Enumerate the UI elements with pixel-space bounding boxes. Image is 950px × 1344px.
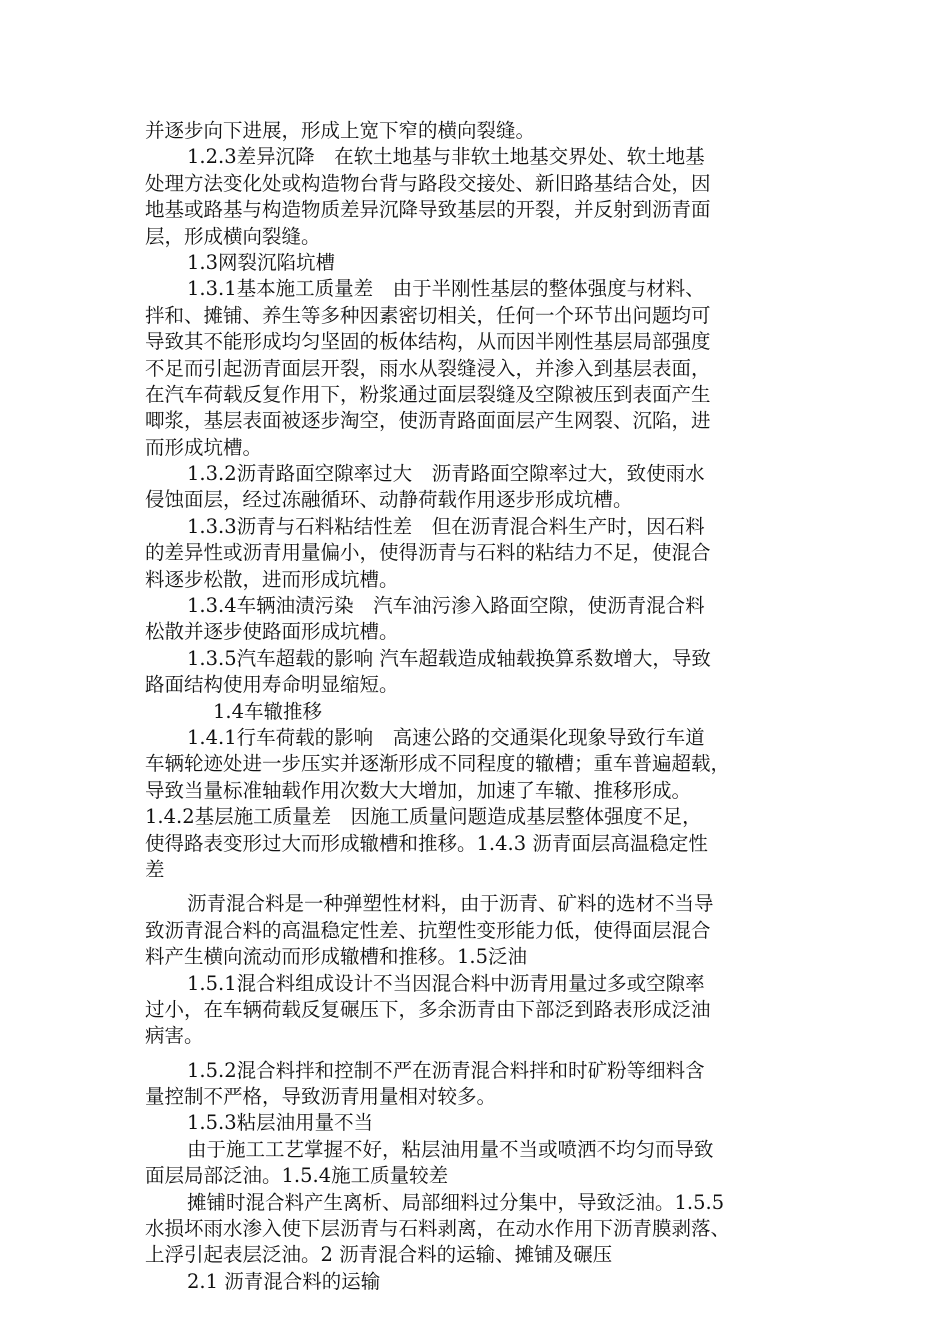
text-line: 路面结构使用寿命明显缩短。 (145, 673, 399, 697)
paragraph-asphalt-mixture: 沥青混合料是一种弹塑性材料，由于沥青、矿料的选材不当导 (187, 892, 714, 916)
text-line: 使得路表变形过大而形成辙槽和推移。1.4.3 沥青面层高温稳定性 (145, 831, 708, 855)
text-line: 差 (145, 857, 165, 881)
paragraph-tack-coat: 由于施工工艺掌握不好，粘层油用量不当或喷洒不均匀而导致 (187, 1137, 714, 1161)
section-1-3-3-paragraph: 1.3.3沥青与石料粘结性差 但在沥青混合料生产时，因石料 (187, 514, 705, 538)
text-line: 车辆轮迹处进一步压实并逐渐形成不同程度的辙槽；重车普遍超载， (145, 752, 731, 776)
paragraph-paving: 摊铺时混合料产生离析、局部细料过分集中，导致泛油。1.5.5 (187, 1190, 725, 1214)
section-1-3-2-paragraph: 1.3.2沥青路面空隙率过大 沥青路面空隙率过大，致使雨水 (187, 462, 705, 486)
text-line: 过小，在车辆荷载反复碾压下，多余沥青由下部泛到路表形成泛油 (145, 997, 711, 1021)
section-1-4-2-paragraph: 1.4.2基层施工质量差 因施工质量问题造成基层整体强度不足， (145, 805, 702, 829)
text-line: 松散并逐步使路面形成坑槽。 (145, 620, 399, 644)
text-line: 在汽车荷载反复作用下，粉浆通过面层裂缝及空隙被压到表面产生 (145, 382, 711, 406)
text-line: 水损坏雨水渗入使下层沥青与石料剥离，在动水作用下沥青膜剥落、 (145, 1217, 731, 1241)
section-1-3-4-paragraph: 1.3.4车辆油渍污染 汽车油污渗入路面空隙，使沥青混合料 (187, 594, 705, 618)
text-line: 上浮引起表层泛油。2 沥青混合料的运输、摊铺及碾压 (145, 1243, 613, 1267)
text-line: 侵蚀面层，经过冻融循环、动静荷载作用逐步形成坑槽。 (145, 488, 633, 512)
text-line: 量控制不严格，导致沥青用量相对较多。 (145, 1085, 497, 1109)
section-1-2-3-paragraph: 1.2.3差异沉降 在软土地基与非软土地基交界处、软土地基 (187, 145, 705, 169)
section-1-5-1-paragraph: 1.5.1混合料组成设计不当因混合料中沥青用量过多或空隙率 (187, 971, 705, 995)
section-1-3-1-paragraph: 1.3.1基本施工质量差 由于半刚性基层的整体强度与材料、 (187, 277, 705, 301)
section-1-3-5-paragraph: 1.3.5汽车超载的影响 汽车超载造成轴载换算系数增大，导致 (187, 646, 711, 670)
text-line: 的差异性或沥青用量偏小，使得沥青与石料的粘结力不足，使混合 (145, 541, 711, 565)
text-line: 处理方法变化处或构造物台背与路段交接处、新旧路基结合处，因 (145, 171, 711, 195)
text-line: 病害。 (145, 1024, 204, 1048)
text-line: 面层局部泛油。1.5.4施工质量较差 (145, 1164, 449, 1188)
text-line: 致沥青混合料的高温稳定性差、抗塑性变形能力低，使得面层混合 (145, 918, 711, 942)
section-1-4-heading: 1.4车辙推移 (213, 699, 323, 723)
text-line: 不足而引起沥青面层开裂，雨水从裂缝浸入，并渗入到基层表面， (145, 356, 711, 380)
section-1-3-heading: 1.3网裂沉陷坑槽 (187, 250, 336, 274)
text-line: 而形成坑槽。 (145, 435, 263, 459)
document-page (145, 118, 810, 1295)
section-1-4-1-paragraph: 1.4.1行车荷载的影响 高速公路的交通渠化现象导致行车道 (187, 725, 705, 749)
text-line: 拌和、摊铺、养生等多种因素密切相关，任何一个环节出问题均可 (145, 303, 711, 327)
section-1-5-2-paragraph: 1.5.2混合料拌和控制不严在沥青混合料拌和时矿粉等细料含 (187, 1058, 705, 1082)
text-line: 唧浆，基层表面被逐步淘空，使沥青路面面层产生网裂、沉陷，进 (145, 409, 711, 433)
text-line: 层，形成横向裂缝。 (145, 224, 321, 248)
section-2-1-heading: 2.1 沥青混合料的运输 (187, 1269, 381, 1293)
text-line: 地基或路基与构造物质差异沉降导致基层的开裂，并反射到沥青面 (145, 198, 711, 222)
text-line: 料产生横向流动而形成辙槽和推移。1.5泛油 (145, 945, 528, 969)
text-line: 导致当量标准轴载作用次数大大增加，加速了车辙、推移形成。 (145, 778, 692, 802)
text-line: 料逐步松散，进而形成坑槽。 (145, 567, 399, 591)
text-line: 导致其不能形成均匀坚固的板体结构，从而因半刚性基层局部强度 (145, 330, 711, 354)
text-line: 并逐步向下进展，形成上宽下窄的横向裂缝。 (145, 119, 536, 142)
section-1-5-3-heading: 1.5.3粘层油用量不当 (187, 1111, 374, 1135)
